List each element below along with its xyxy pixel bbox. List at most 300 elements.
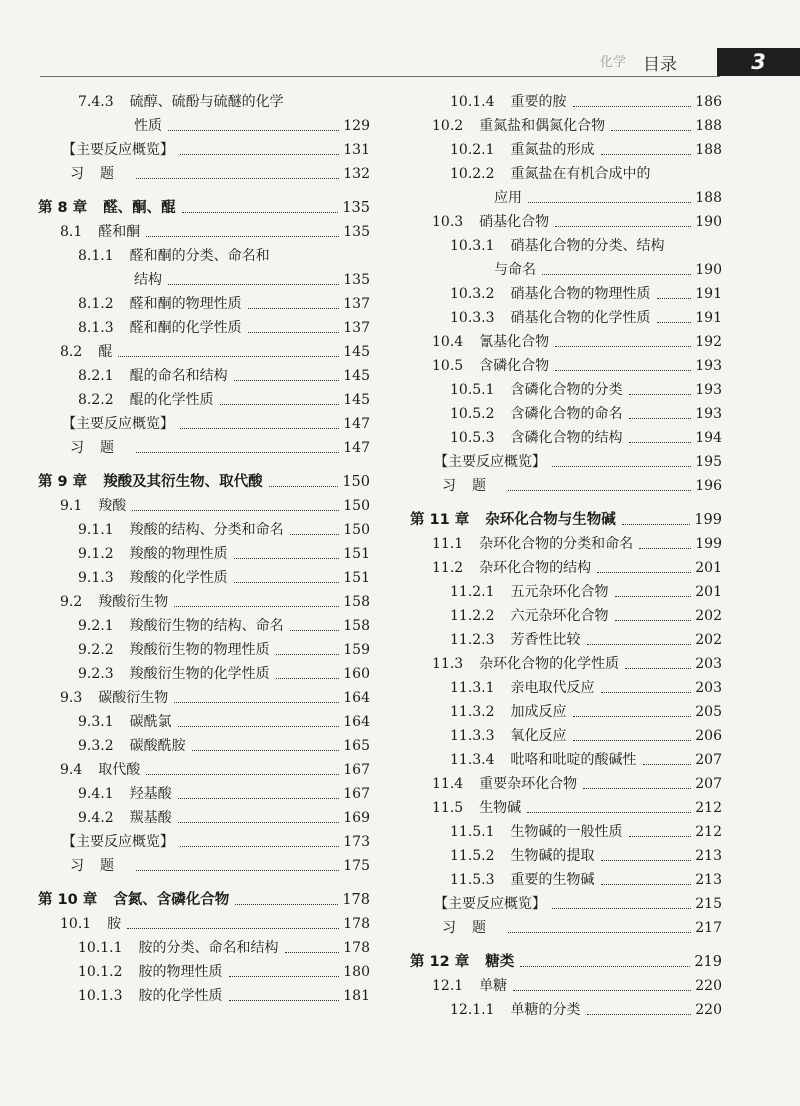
toc-entry-number: 10.4 [432, 334, 464, 350]
toc-page-number: 191 [695, 286, 722, 302]
toc-entry-number: 10.1.3 [78, 988, 123, 1004]
dot-leader [269, 486, 339, 487]
toc-entry[interactable] [38, 114, 370, 138]
dot-leader [601, 692, 692, 693]
toc-page-number: 190 [695, 262, 722, 278]
toc-entry-title: 单糖 [479, 978, 508, 994]
toc-entry-number: 8.2.1 [78, 368, 114, 384]
dot-leader [657, 298, 692, 299]
toc-page-number: 220 [695, 1002, 722, 1018]
toc-entry[interactable] [38, 638, 370, 662]
toc-entry-title: 习题 [70, 166, 130, 182]
toc-entry-title: 【主要反应概览】 [434, 454, 546, 470]
dot-leader [180, 428, 339, 429]
toc-entry-title: 重要的胺 [510, 94, 567, 110]
dot-leader [178, 798, 340, 799]
toc-entry[interactable] [410, 234, 722, 258]
toc-page-number: 207 [695, 752, 722, 768]
toc-page-number: 151 [343, 570, 370, 586]
toc-page-number: 219 [694, 954, 722, 970]
toc-entry[interactable] [410, 604, 722, 628]
dot-leader [513, 990, 691, 991]
toc-entry[interactable] [38, 494, 370, 518]
toc-entry-title: 亲电取代反应 [510, 680, 595, 696]
toc-page-number: 164 [343, 690, 370, 706]
toc-entry-number: 第 11 章 [410, 512, 470, 528]
toc-entry-number: 9.3.2 [78, 738, 114, 754]
dot-leader [555, 370, 691, 371]
toc-page-number: 220 [695, 978, 722, 994]
toc-entry[interactable] [410, 450, 722, 474]
toc-entry[interactable] [38, 388, 370, 412]
toc-entry[interactable] [38, 340, 370, 364]
toc-page-number: 191 [695, 310, 722, 326]
toc-entry-number: 10.2.2 [450, 166, 495, 182]
toc-entry-title: 醛和酮的化学性质 [129, 320, 242, 336]
toc-entry-title: 醛、酮、醌 [103, 200, 176, 216]
toc-page-number: 173 [343, 834, 370, 850]
dot-leader [136, 452, 339, 453]
toc-entry-title: 碳酸酰胺 [129, 738, 186, 754]
toc-entry-title: 【主要反应概览】 [62, 416, 174, 432]
toc-page-number: 137 [343, 296, 370, 312]
toc-page-number: 201 [695, 560, 722, 576]
toc-entry[interactable] [410, 354, 722, 378]
dot-leader [508, 490, 691, 491]
toc-entry-number: 11.1 [432, 536, 464, 552]
toc-page-number: 135 [342, 200, 370, 216]
section-gap [410, 940, 722, 950]
toc-entry-title: 习题 [70, 858, 130, 874]
toc-chapter-entry[interactable] [38, 888, 370, 912]
toc-entry[interactable] [38, 138, 370, 162]
dot-leader [622, 524, 691, 525]
dot-leader [178, 726, 340, 727]
toc-entry[interactable] [410, 162, 722, 186]
toc-entry[interactable] [38, 316, 370, 340]
toc-entry[interactable] [38, 412, 370, 436]
toc-entry[interactable] [410, 210, 722, 234]
toc-entry-title: 羧酸的物理性质 [129, 546, 228, 562]
toc-entry[interactable] [38, 90, 370, 114]
section-gap [38, 186, 370, 196]
toc-entry[interactable] [38, 806, 370, 830]
toc-entry-number: 7.4.3 [78, 94, 114, 110]
toc-entry-number: 11.2 [432, 560, 464, 576]
dot-leader [527, 812, 691, 813]
toc-entry[interactable] [38, 710, 370, 734]
toc-entry[interactable] [410, 186, 722, 210]
dot-leader [508, 932, 691, 933]
toc-entry-number: 9.4.2 [78, 810, 114, 826]
toc-entry[interactable] [38, 984, 370, 1008]
dot-leader [192, 750, 340, 751]
toc-chapter-entry[interactable] [410, 950, 722, 974]
toc-entry[interactable] [410, 820, 722, 844]
toc-right-column [410, 90, 722, 1022]
toc-entry-number: 10.1.2 [78, 964, 123, 980]
toc-entry-title: 羰基酸 [129, 810, 172, 826]
dot-leader [235, 904, 338, 905]
dot-leader [583, 788, 691, 789]
dot-leader [146, 774, 339, 775]
toc-entry[interactable] [410, 974, 722, 998]
toc-entry-number: 9.1.2 [78, 546, 114, 562]
toc-page-number: 129 [343, 118, 370, 134]
toc-entry-title: 氰基化合物 [479, 334, 550, 350]
dot-leader [229, 1000, 340, 1001]
dot-leader [180, 154, 339, 155]
toc-entry-title: 含氮、含磷化合物 [113, 892, 230, 908]
toc-page-number: 217 [695, 920, 722, 936]
toc-entry-number: 10.5.1 [450, 382, 495, 398]
dot-leader [234, 582, 340, 583]
toc-entry-number: 第 12 章 [410, 954, 470, 970]
toc-entry-title: 羧酸的化学性质 [129, 570, 228, 586]
toc-entry[interactable] [410, 868, 722, 892]
toc-entry[interactable] [410, 474, 722, 498]
toc-entry-number: 11.5.1 [450, 824, 495, 840]
dot-leader [136, 870, 339, 871]
dot-leader [555, 346, 691, 347]
toc-page-number: 145 [343, 392, 370, 408]
toc-entry-number: 9.3 [60, 690, 83, 706]
dot-leader [587, 1014, 692, 1015]
toc-entry-title: 重要杂环化合物 [479, 776, 578, 792]
toc-entry[interactable] [38, 162, 370, 186]
dot-leader [234, 558, 340, 559]
dot-leader [552, 908, 691, 909]
toc-page-number: 201 [695, 584, 722, 600]
toc-entry-number: 10.1.1 [78, 940, 123, 956]
toc-entry-title: 胺 [107, 916, 122, 932]
section-gap [38, 460, 370, 470]
toc-entry[interactable] [410, 114, 722, 138]
toc-entry[interactable] [410, 330, 722, 354]
toc-entry-title: 羟基酸 [129, 786, 172, 802]
toc-page-number: 150 [343, 498, 370, 514]
toc-entry[interactable] [410, 916, 722, 940]
toc-entry[interactable] [38, 614, 370, 638]
toc-entry[interactable] [410, 138, 722, 162]
toc-entry-number: 9.3.1 [78, 714, 114, 730]
toc-entry-number: 10.2 [432, 118, 464, 134]
toc-entry[interactable] [38, 220, 370, 244]
toc-entry-number: 9.2.2 [78, 642, 114, 658]
toc-page-number: 165 [343, 738, 370, 754]
toc-entry-number: 11.5 [432, 800, 464, 816]
toc-page-number: 160 [343, 666, 370, 682]
toc-entry[interactable] [410, 772, 722, 796]
toc-entry-title: 吡咯和吡啶的酸碱性 [510, 752, 637, 768]
dot-leader [146, 236, 339, 237]
toc-entry[interactable] [410, 628, 722, 652]
dot-leader [639, 548, 691, 549]
dot-leader [180, 846, 339, 847]
toc-entry[interactable] [38, 830, 370, 854]
dot-leader [168, 284, 339, 285]
toc-page-number: 203 [695, 656, 722, 672]
toc-entry-number: 第 9 章 [38, 474, 88, 490]
toc-page-number: 206 [695, 728, 722, 744]
toc-entry-number: 9.2.1 [78, 618, 114, 634]
toc-entry[interactable] [38, 542, 370, 566]
toc-entry[interactable] [410, 378, 722, 402]
toc-entry-title: 习题 [442, 478, 502, 494]
toc-entry-number: 11.5.2 [450, 848, 495, 864]
toc-page-number: 213 [695, 848, 722, 864]
toc-entry-number: 8.2 [60, 344, 83, 360]
toc-entry-title: 重要的生物碱 [510, 872, 595, 888]
toc-entry[interactable] [38, 518, 370, 542]
dot-leader [542, 274, 691, 275]
dot-leader [657, 322, 692, 323]
toc-page-number: 150 [342, 474, 370, 490]
toc-page-number: 195 [695, 454, 722, 470]
toc-entry-number: 11.2.2 [450, 608, 495, 624]
toc-page-number: 188 [695, 118, 722, 134]
dot-leader [552, 466, 691, 467]
dot-leader [573, 740, 692, 741]
toc-entry-title: 加成反应 [510, 704, 567, 720]
toc-page-number: 207 [695, 776, 722, 792]
toc-page-number: 178 [343, 916, 370, 932]
toc-entry[interactable] [38, 566, 370, 590]
dot-leader [178, 822, 340, 823]
toc-entry-title: 醛和酮的分类、命名和 [129, 248, 270, 264]
toc-entry[interactable] [410, 556, 722, 580]
toc-page-number: 215 [695, 896, 722, 912]
toc-entry-title: 五元杂环化合物 [510, 584, 609, 600]
toc-page-number: 158 [343, 618, 370, 634]
toc-page-number: 178 [343, 940, 370, 956]
toc-entry-title: 重氮盐在有机合成中的 [510, 166, 651, 182]
toc-entry[interactable] [38, 758, 370, 782]
dot-leader [587, 644, 692, 645]
toc-entry-title: 生物碱 [479, 800, 522, 816]
toc-entry-number: 10.5.2 [450, 406, 495, 422]
toc-page-number: 147 [343, 440, 370, 456]
toc-page-number: 137 [343, 320, 370, 336]
toc-page-number: 164 [343, 714, 370, 730]
toc-entry-title: 【主要反应概览】 [62, 834, 174, 850]
toc-entry[interactable] [38, 912, 370, 936]
toc-entry-title: 杂环化合物的结构 [479, 560, 592, 576]
toc-entry[interactable] [38, 960, 370, 984]
toc-chapter-entry[interactable] [38, 196, 370, 220]
toc-entry-title: 杂环化合物的分类和命名 [479, 536, 634, 552]
toc-entry[interactable] [38, 268, 370, 292]
toc-entry-title: 胺的物理性质 [138, 964, 223, 980]
dot-leader [174, 702, 339, 703]
toc-entry-number: 10.1.4 [450, 94, 495, 110]
dot-leader [625, 668, 691, 669]
toc-page-number: 212 [695, 800, 722, 816]
toc-page-number: 188 [695, 190, 722, 206]
toc-page-number: 135 [343, 224, 370, 240]
toc-entry[interactable] [38, 734, 370, 758]
dot-leader [601, 884, 692, 885]
dot-leader [136, 178, 339, 179]
toc-entry-title: 胺的分类、命名和结构 [138, 940, 279, 956]
toc-entry-number: 10.3 [432, 214, 464, 230]
toc-entry-title: 硫醇、硫酚与硫醚的化学 [129, 94, 284, 110]
toc-page-number: 199 [695, 536, 722, 552]
toc-entry-title: 醌的命名和结构 [129, 368, 228, 384]
header-rule [40, 76, 720, 77]
toc-entry[interactable] [410, 282, 722, 306]
toc-entry-number: 9.1.1 [78, 522, 114, 538]
toc-entry-number: 11.3.1 [450, 680, 495, 696]
toc-entry-number: 9.4.1 [78, 786, 114, 802]
toc-entry-title: 芳香性比较 [510, 632, 581, 648]
toc-entry[interactable] [410, 90, 722, 114]
toc-entry[interactable] [38, 364, 370, 388]
toc-page-number: 188 [695, 142, 722, 158]
toc-entry[interactable] [410, 402, 722, 426]
toc-page-number: 167 [343, 762, 370, 778]
toc-entry-number: 11.3 [432, 656, 464, 672]
dot-leader [601, 154, 692, 155]
dot-leader [132, 510, 339, 511]
toc-entry[interactable] [410, 306, 722, 330]
toc-page-number: 175 [343, 858, 370, 874]
toc-entry-number: 12.1.1 [450, 1002, 495, 1018]
toc-entry[interactable] [410, 426, 722, 450]
dot-leader [615, 596, 692, 597]
dot-leader [629, 418, 692, 419]
toc-entry[interactable] [38, 936, 370, 960]
toc-entry-title: 含磷化合物的分类 [510, 382, 623, 398]
toc-entry-title: 醛和酮 [98, 224, 141, 240]
toc-entry-title: 性质 [134, 118, 162, 134]
toc-entry[interactable] [410, 724, 722, 748]
toc-page-number: 202 [695, 608, 722, 624]
toc-entry-title: 习题 [70, 440, 130, 456]
toc-chapter-entry[interactable] [410, 508, 722, 532]
toc-page-number: 194 [695, 430, 722, 446]
toc-entry-number: 9.2 [60, 594, 83, 610]
toc-entry-title: 硝基化合物 [479, 214, 550, 230]
toc-entry-title: 碳酸衍生物 [98, 690, 169, 706]
toc-page-number: 199 [694, 512, 722, 528]
dot-leader [555, 226, 691, 227]
toc-entry-title: 胺的化学性质 [138, 988, 223, 1004]
dot-leader [611, 130, 691, 131]
toc-entry-title: 羧酸衍生物的结构、命名 [129, 618, 284, 634]
dot-leader [174, 606, 339, 607]
toc-entry-number: 10.3.3 [450, 310, 495, 326]
dot-leader [229, 976, 340, 977]
toc-entry[interactable] [410, 258, 722, 282]
toc-entry[interactable] [410, 796, 722, 820]
toc-entry[interactable] [38, 854, 370, 878]
toc-entry[interactable] [410, 844, 722, 868]
toc-entry-title: 硝基化合物的分类、结构 [510, 238, 665, 254]
dot-leader [615, 620, 692, 621]
toc-entry-number: 11.3.4 [450, 752, 495, 768]
toc-entry-title: 生物碱的提取 [510, 848, 595, 864]
dot-leader [220, 404, 340, 405]
toc-entry[interactable] [410, 676, 722, 700]
toc-entry[interactable] [38, 436, 370, 460]
toc-entry-title: 醌的化学性质 [129, 392, 214, 408]
toc-entry[interactable] [410, 580, 722, 604]
toc-entry-title: 羧酸及其衍生物、取代酸 [103, 474, 263, 490]
toc-page-number: 193 [695, 358, 722, 374]
toc-page-number: 205 [695, 704, 722, 720]
dot-leader [601, 860, 692, 861]
toc-entry[interactable] [410, 700, 722, 724]
toc-page-number: 202 [695, 632, 722, 648]
toc-entry[interactable] [410, 748, 722, 772]
toc-left-column [38, 90, 370, 1008]
header-label: 化学 [600, 55, 627, 70]
toc-entry[interactable] [38, 244, 370, 268]
toc-page-number: 178 [342, 892, 370, 908]
toc-entry-number: 11.2.3 [450, 632, 495, 648]
dot-leader [290, 630, 340, 631]
toc-entry[interactable] [410, 892, 722, 916]
toc-entry[interactable] [38, 686, 370, 710]
toc-entry-number: 第 10 章 [38, 892, 98, 908]
toc-entry-number: 10.3.2 [450, 286, 495, 302]
toc-entry[interactable] [38, 662, 370, 686]
toc-entry-number: 10.2.1 [450, 142, 495, 158]
dot-leader [520, 966, 690, 967]
dot-leader [168, 130, 339, 131]
toc-entry-title: 与命名 [494, 262, 536, 278]
toc-entry[interactable] [410, 998, 722, 1022]
toc-page-number: 196 [695, 478, 722, 494]
toc-entry[interactable] [38, 292, 370, 316]
toc-page-number: 159 [343, 642, 370, 658]
toc-entry-title: 含磷化合物的结构 [510, 430, 623, 446]
toc-entry-number: 12.1 [432, 978, 464, 994]
toc-page-number: 132 [343, 166, 370, 182]
toc-entry-title: 氧化反应 [510, 728, 567, 744]
toc-page-number: 186 [695, 94, 722, 110]
toc-chapter-entry[interactable] [38, 470, 370, 494]
toc-entry-number: 10.5 [432, 358, 464, 374]
toc-page-number: 193 [695, 382, 722, 398]
toc-entry-title: 重氮盐和偶氮化合物 [479, 118, 606, 134]
header-title: 目录 [643, 55, 677, 75]
toc-entry-title: 羧酸衍生物的化学性质 [129, 666, 270, 682]
toc-entry-title: 硝基化合物的物理性质 [510, 286, 651, 302]
page-header [0, 0, 800, 80]
toc-entry-number: 8.1.1 [78, 248, 114, 264]
toc-entry-title: 碳酰氯 [129, 714, 172, 730]
toc-entry-title: 结构 [134, 272, 162, 288]
toc-entry-number: 9.1 [60, 498, 83, 514]
toc-entry-title: 杂环化合物的化学性质 [479, 656, 620, 672]
dot-leader [597, 572, 691, 573]
toc-page-number: 203 [695, 680, 722, 696]
dot-leader [182, 212, 339, 213]
toc-entry[interactable] [38, 590, 370, 614]
dot-leader [127, 928, 339, 929]
toc-entry[interactable] [410, 652, 722, 676]
toc-entry-title: 单糖的分类 [510, 1002, 581, 1018]
toc-page-number: 193 [695, 406, 722, 422]
toc-page-number: 169 [343, 810, 370, 826]
toc-entry-title: 糖类 [485, 954, 515, 970]
toc-entry[interactable] [38, 782, 370, 806]
toc-page-number: 145 [343, 368, 370, 384]
toc-entry[interactable] [410, 532, 722, 556]
toc-entry-number: 10.3.1 [450, 238, 495, 254]
